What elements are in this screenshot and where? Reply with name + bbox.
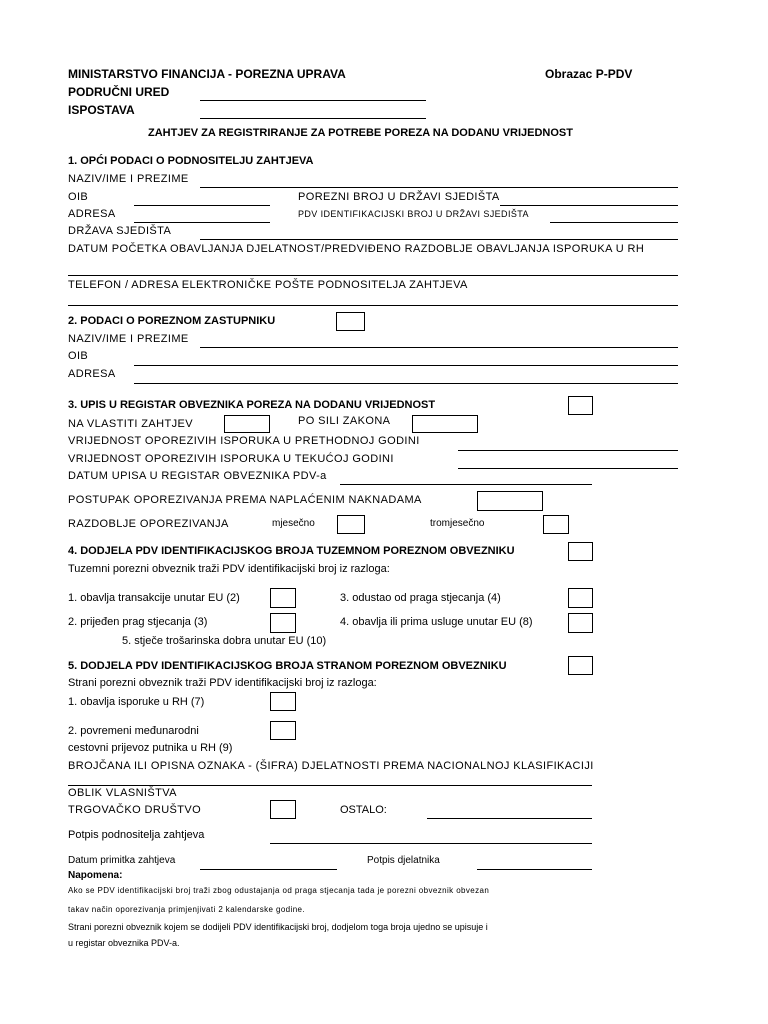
s1-contact-label: TELEFON / ADRESA ELEKTRONIČKE POŠTE PODNOSITELJA ZAHTJEVA	[68, 279, 468, 291]
section5-heading: 5. DODJELA PDV IDENTIFIKACIJSKOG BROJA STRANOM POREZNOM OBVEZNIKU	[68, 660, 507, 672]
s1-taxnum-field[interactable]	[500, 205, 678, 206]
s3-regdate-field[interactable]	[340, 484, 592, 485]
s1-oib-label: OIB	[68, 191, 89, 203]
notes-line4: u registar obveznika PDV-a.	[68, 938, 180, 948]
s5-activity-field[interactable]	[68, 785, 592, 786]
s1-startdate-field[interactable]	[68, 275, 678, 276]
s3-quarterly-checkbox[interactable]	[543, 515, 569, 534]
s5-activity-label: BROJČANA ILI OPISNA OZNAKA - (ŠIFRA) DJELATNOSTI PREMA NACIONALNOJ KLASIFIKACIJI	[68, 760, 594, 772]
s2-oib-field[interactable]	[134, 365, 678, 366]
s3-own-checkbox[interactable]	[224, 415, 270, 433]
s5-r2a-label: 2. povremeni međunarodni	[68, 725, 199, 737]
s1-contact-field[interactable]	[68, 305, 678, 306]
form-code: Obrazac P-PDV	[545, 67, 633, 81]
s5-intro: Strani porezni obveznik traži PDV identifikacijski broj iz razloga:	[68, 677, 377, 689]
section3-heading: 3. UPIS U REGISTAR OBVEZNIKA POREZA NA DODANU VRIJEDNOST	[68, 399, 436, 411]
s5-other-field[interactable]	[427, 818, 592, 819]
s3-curr-label: VRIJEDNOST OPOREZIVIH ISPORUKA U TEKUĆOJ GODINI	[68, 453, 394, 465]
received-date-field[interactable]	[200, 869, 337, 870]
s4-r4-label: 4. obavlja ili prima usluge unutar EU (8)	[340, 616, 533, 628]
s1-country-label: DRŽAVA SJEDIŠTA	[68, 225, 172, 237]
s1-address-field[interactable]	[134, 222, 270, 223]
s3-checkbox[interactable]	[568, 396, 593, 415]
section4-heading: 4. DODJELA PDV IDENTIFIKACIJSKOG BROJA TUZEMNOM POREZNOM OBVEZNIKU	[68, 545, 515, 557]
s5-checkbox[interactable]	[568, 656, 593, 675]
s4-r2-label: 2. prijeđen prag stjecanja (3)	[68, 616, 208, 628]
s3-prev-label: VRIJEDNOST OPOREZIVIH ISPORUKA U PRETHODNOJ GODINI	[68, 435, 420, 447]
s4-r3-label: 3. odustao od praga stjecanja (4)	[340, 592, 501, 604]
s3-law-checkbox[interactable]	[412, 415, 478, 433]
s5-r1-checkbox[interactable]	[270, 692, 296, 711]
office-label: PODRUČNI URED	[68, 85, 170, 99]
s1-oib-field[interactable]	[134, 205, 270, 206]
s3-cash-checkbox[interactable]	[477, 491, 543, 511]
officer-signature-label: Potpis djelatnika	[367, 855, 440, 866]
notes-title: Napomena:	[68, 870, 123, 881]
s2-name-field[interactable]	[200, 347, 678, 348]
s4-r1-checkbox[interactable]	[270, 588, 296, 608]
s5-r2-checkbox[interactable]	[270, 721, 296, 740]
s2-address-label: ADRESA	[68, 368, 116, 380]
s1-name-field[interactable]	[200, 187, 678, 188]
s3-own-label: NA VLASTITI ZAHTJEV	[68, 418, 193, 430]
s5-company-label: TRGOVAČKO DRUŠTVO	[68, 804, 202, 816]
notes-line3: Strani porezni obveznik kojem se dodijeli PDV identifikacijski broj, dodjelom toga broja ujedno se upisuje i	[68, 922, 488, 932]
s1-startdate-label: DATUM POČETKA OBAVLJANJA DJELATNOST/PREDVIĐENO RAZDOBLJE OBAVLJANJA ISPORUKA U RH	[68, 243, 645, 255]
s1-address-label: ADRESA	[68, 208, 116, 220]
s1-vatid-label: PDV IDENTIFIKACIJSKI BROJ U DRŽAVI SJEDIŠTA	[298, 209, 529, 219]
s3-prev-field[interactable]	[458, 450, 678, 451]
s4-r1-label: 1. obavlja transakcije unutar EU (2)	[68, 592, 240, 604]
s1-vatid-field[interactable]	[550, 222, 678, 223]
s1-name-label: NAZIV/IME I PREZIME	[68, 173, 189, 185]
s2-oib-label: OIB	[68, 350, 89, 362]
s3-monthly-checkbox[interactable]	[337, 515, 365, 534]
ministry-label: MINISTARSTVO FINANCIJA - POREZNA UPRAVA	[68, 67, 346, 81]
s4-r4-checkbox[interactable]	[568, 613, 593, 633]
officer-signature-field[interactable]	[477, 869, 592, 870]
s1-taxnum-label: POREZNI BROJ U DRŽAVI SJEDIŠTA	[298, 191, 500, 203]
form-title: ZAHTJEV ZA REGISTRIRANJE ZA POTREBE POREZA NA DODANU VRIJEDNOST	[148, 127, 573, 139]
s3-law-label: PO SILI ZAKONA	[298, 415, 391, 427]
s3-monthly-label: mjesečno	[272, 518, 315, 529]
received-date-label: Datum primitka zahtjeva	[68, 855, 176, 866]
s5-r2b-label: cestovni prijevoz putnika u RH (9)	[68, 742, 233, 754]
s1-country-field[interactable]	[200, 239, 678, 240]
s5-r1-label: 1. obavlja isporuke u RH (7)	[68, 696, 205, 708]
s2-address-field[interactable]	[134, 383, 678, 384]
s2-name-label: NAZIV/IME I PREZIME	[68, 333, 189, 345]
s3-curr-field[interactable]	[458, 468, 678, 469]
office-field[interactable]	[200, 100, 426, 101]
s3-cash-label: POSTUPAK OPOREZIVANJA PREMA NAPLAĆENIM NAKNADAMA	[68, 494, 422, 506]
s3-quarterly-label: tromjesečno	[430, 518, 485, 529]
s4-checkbox[interactable]	[568, 542, 593, 561]
branch-field[interactable]	[200, 118, 426, 119]
s3-regdate-label: DATUM UPISA U REGISTAR OBVEZNIKA PDV-a	[68, 470, 327, 482]
s3-period-label: RAZDOBLJE OPOREZIVANJA	[68, 518, 229, 530]
applicant-signature-label: Potpis podnositelja zahtjeva	[68, 829, 205, 841]
section2-heading: 2. PODACI O POREZNOM ZASTUPNIKU	[68, 315, 276, 327]
s5-ownership-label: OBLIK VLASNIŠTVA	[68, 787, 177, 799]
section1-heading: 1. OPĆI PODACI O PODNOSITELJU ZAHTJEVA	[68, 155, 314, 167]
s4-r2-checkbox[interactable]	[270, 613, 296, 633]
s2-checkbox[interactable]	[336, 312, 365, 331]
applicant-signature-field[interactable]	[270, 843, 592, 844]
branch-label: ISPOSTAVA	[68, 103, 135, 117]
s5-company-checkbox[interactable]	[270, 800, 296, 819]
notes-line1: Ako se PDV identifikacijski broj traži zbog odustajanja od praga stjecanja tada je porezni obveznik obvezan	[68, 886, 490, 895]
s4-intro: Tuzemni porezni obveznik traži PDV identifikacijski broj iz razloga:	[68, 563, 390, 575]
s5-other-label: OSTALO:	[340, 804, 387, 816]
notes-line2: takav način oporezivanja primjenjivati 2 kalendarske godine.	[68, 905, 306, 914]
s4-r3-checkbox[interactable]	[568, 588, 593, 608]
s4-r5-label: 5. stječe trošarinska dobra unutar EU (10)	[122, 635, 327, 647]
